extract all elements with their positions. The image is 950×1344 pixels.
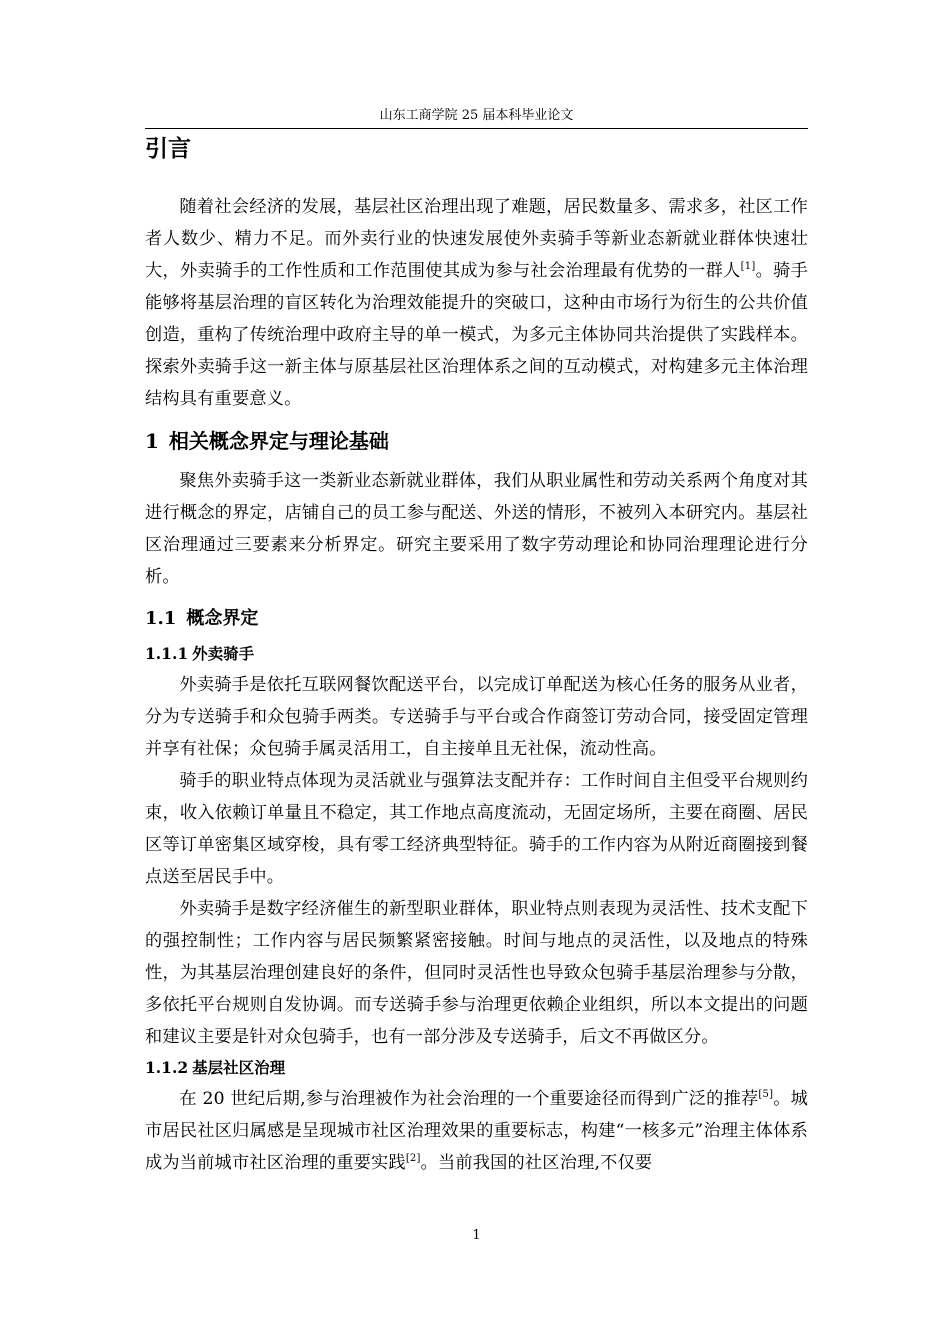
page-number: 1: [472, 1228, 481, 1243]
section-1-1-2-title: 基层社区治理: [192, 1059, 286, 1077]
intro-heading: 引言: [145, 136, 191, 162]
section-1-1-2-text-c: 。当前我国的社区治理,不仅要: [420, 1153, 653, 1173]
citation-ref: [5]: [758, 1089, 774, 1100]
section-1-1-1-title: 外卖骑手: [192, 645, 255, 663]
section-1-1-2-text-b: 。城市居民社区归属感是呈现城市社区治理效果的重要标志，构建“一核多元”治理主体体系成为当前城市社区治理的重要实践: [145, 1089, 808, 1173]
section-1-1-2-number: 1.1.2: [145, 1058, 189, 1077]
section-1-1-2-heading: [145, 1053, 808, 1083]
citation-ref: [2]: [405, 1153, 421, 1164]
intro-paragraph: [145, 191, 808, 415]
section-1-number: 1: [145, 429, 159, 453]
section-1-1-1-paragraph-3: 外卖骑手是数字经济催生的新型职业群体，职业特点则表现为灵活性、技术支配下的强控制性；工作内容与居民频繁紧密接触。时间与地点的灵活性，以及地点的特殊性，为其基层治理创建良好的条件，但同时灵活性也导致众包骑手基层治理参与分散，多依托平台规则自发协调。而专送骑手参与治理更依赖企业组织，所以本文提出的问题和建议主要是针对众包骑手，也有一部分涉及专送骑手，后文不再做区分。: [145, 899, 808, 1047]
document-body: [145, 133, 808, 1179]
section-1-1-2-text-a: 在 20 世纪后期,参与治理被作为社会治理的一个重要途径而得到广泛的推荐: [179, 1089, 759, 1109]
section-1-1-heading: [145, 603, 808, 635]
running-header: 山东工商学院 25 届本科毕业论文: [379, 108, 574, 123]
citation-ref: [1]: [740, 261, 756, 272]
section-1-1-number: 1.1: [145, 608, 177, 629]
section-1-heading: [145, 425, 808, 457]
section-1-1-2-paragraph: [145, 1083, 808, 1179]
section-1-1-1-heading: [145, 639, 808, 669]
section-1-1-title: 概念界定: [186, 608, 259, 629]
intro-text-a: 随着社会经济的发展，基层社区治理出现了难题，居民数量多、需求多，社区工作者人数少、精力不足。而外卖行业的快速发展使外卖骑手等新业态新就业群体快速壮大，外卖骑手的工作性质和工作范围使其成为参与社会治理最有优势的一群人: [145, 197, 808, 281]
section-1-1-1-paragraph-2: 骑手的职业特点体现为灵活就业与强算法支配并存：工作时间自主但受平台规则约束，收入依赖订单量且不稳定，其工作地点高度流动，无固定场所，主要在商圈、居民区等订单密集区域穿梭，具有零工经济典型特征。骑手的工作内容为从附近商圈接到餐点送至居民手中。: [145, 771, 808, 887]
intro-text-b: 。骑手能够将基层治理的盲区转化为治理效能提升的突破口，这种由市场行为衍生的公共价值创造，重构了传统治理中政府主导的单一模式，为多元主体协同共治提供了实践样本。探索外卖骑手这一新主体与原基层社区治理体系之间的互动模式，对构建多元主体治理结构具有重要意义。: [145, 261, 808, 409]
header-divider: [145, 128, 808, 129]
section-1-1-1-number: 1.1.1: [145, 644, 189, 663]
section-1-paragraph: 聚焦外卖骑手这一类新业态新就业群体，我们从职业属性和劳动关系两个角度对其进行概念的界定，店铺自己的员工参与配送、外送的情形，不被列入本研究内。基层社区治理通过三要素来分析界定。研究主要采用了数字劳动理论和协同治理理论进行分析。: [145, 471, 808, 587]
section-1-1-1-paragraph-1: 外卖骑手是依托互联网餐饮配送平台，以完成订单配送为核心任务的服务从业者，分为专送骑手和众包骑手两类。专送骑手与平台或合作商签订劳动合同，接受固定管理并享有社保；众包骑手属灵活用工，自主接单且无社保，流动性高。: [145, 675, 808, 759]
section-1-title: 相关概念界定与理论基础: [168, 429, 389, 453]
